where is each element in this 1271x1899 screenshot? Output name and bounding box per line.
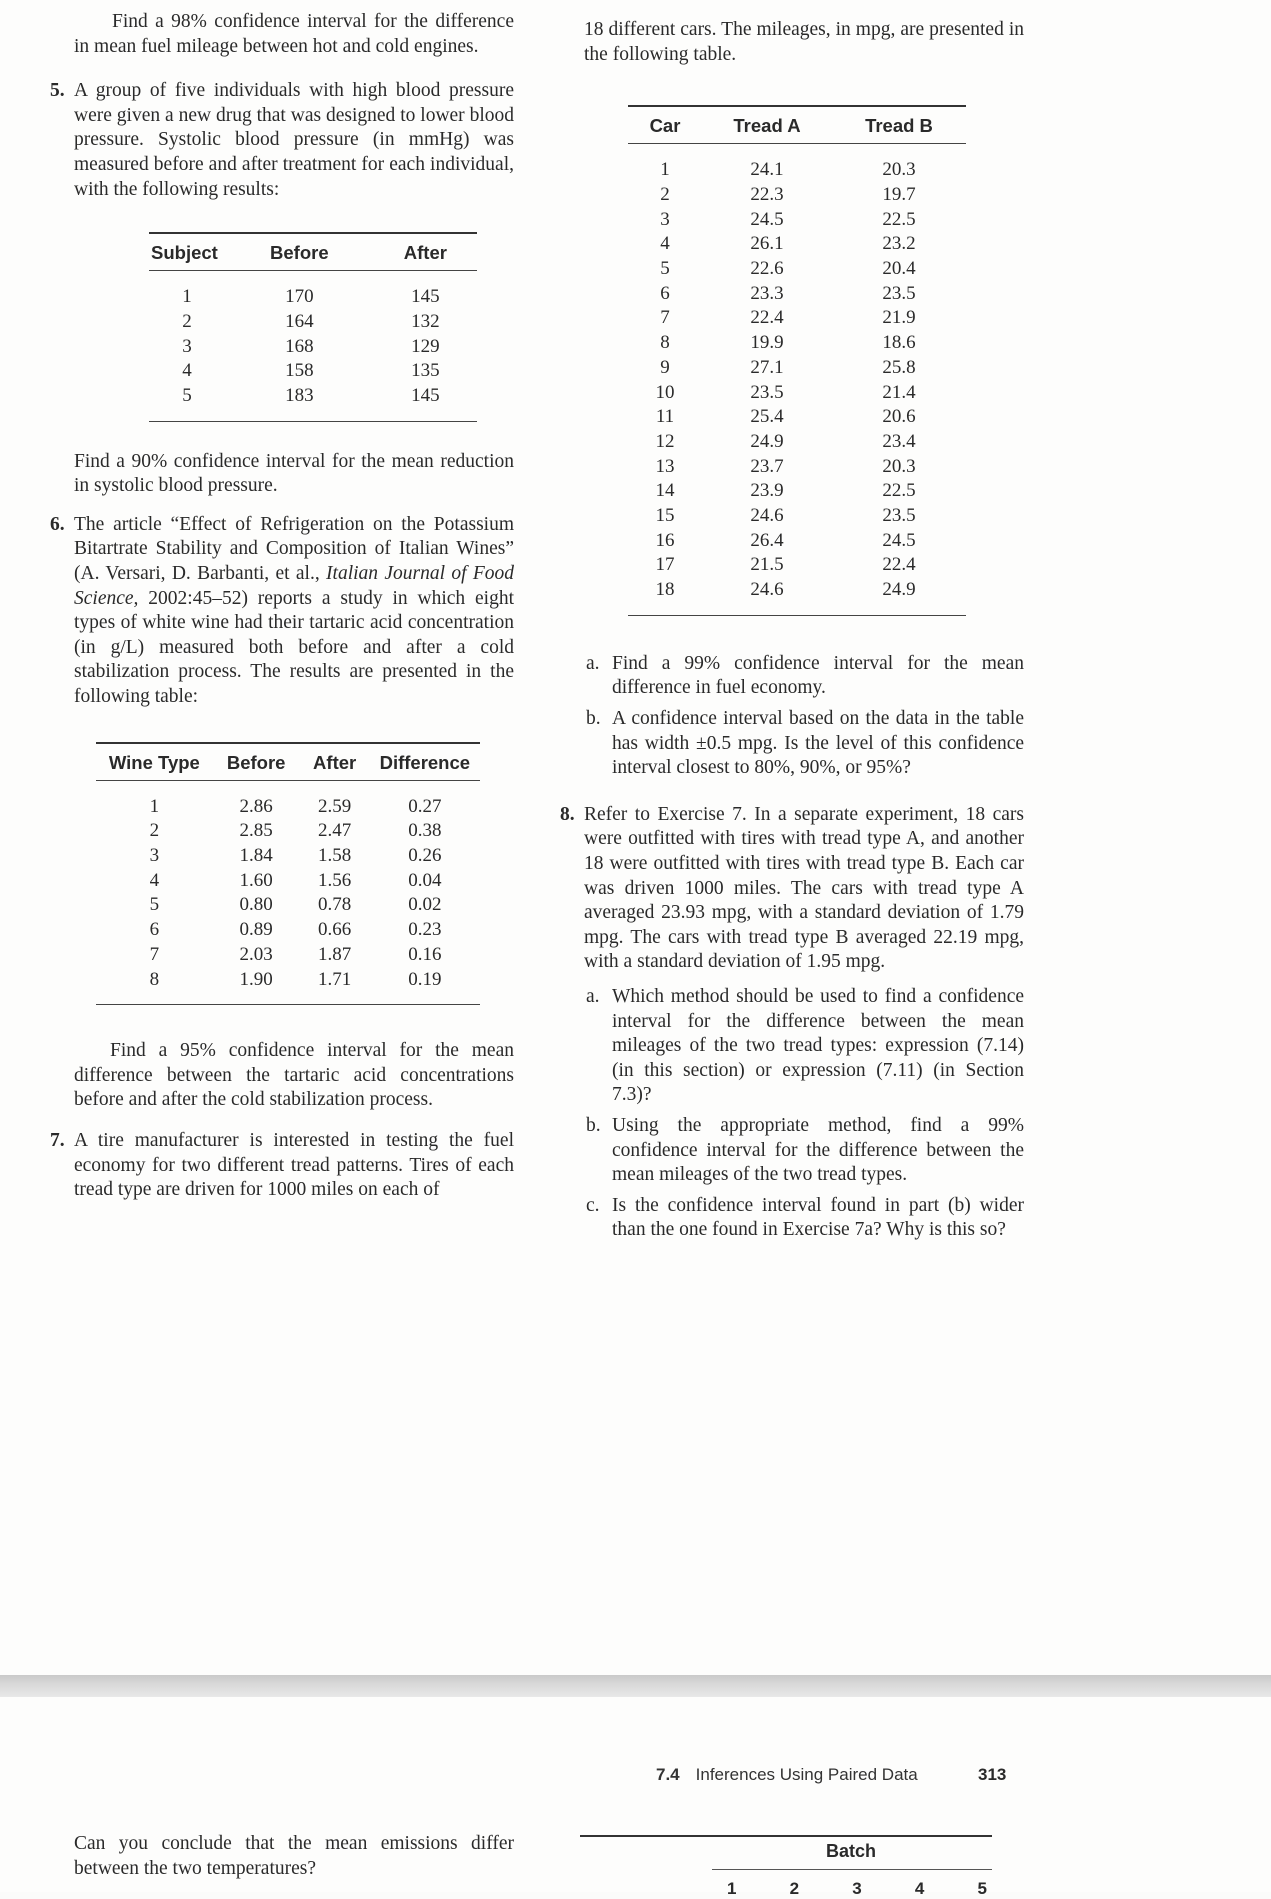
column-header: After	[374, 233, 477, 271]
table-cell: 1.60	[239, 869, 273, 891]
exercise-number: 8.	[560, 803, 575, 825]
table-row	[96, 844, 480, 869]
table-cell: 7	[149, 943, 160, 965]
table-cell: 183	[285, 384, 314, 406]
exercise-5	[44, 79, 514, 202]
exercise-5-question: Find a 90% confidence interval for the mean reduction in systolic blood pressure.	[74, 450, 514, 497]
table-cell: 170	[285, 286, 314, 308]
table-row	[628, 405, 966, 430]
column-header: Tread A	[702, 106, 832, 144]
batch-columns	[727, 1879, 987, 1899]
table-row	[96, 780, 480, 819]
exercise-8	[554, 803, 1024, 975]
table-cell: 1	[182, 286, 192, 308]
table-cell: 2.86	[239, 795, 273, 817]
table-cell: 16	[655, 529, 675, 551]
table-row	[628, 430, 966, 455]
batch-number: 3	[852, 1879, 862, 1898]
part-text: Is the confidence interval found in part (b) wider than the one found in Exercise 7a? Why is this so?	[612, 1194, 1024, 1241]
table-cell: 9	[660, 356, 670, 378]
table-cell: 22.4	[882, 554, 916, 576]
table-cell: 24.5	[750, 208, 784, 230]
table-cell: 2.47	[318, 820, 352, 842]
table-cell: 21.5	[750, 554, 784, 576]
batch-rule	[712, 1869, 992, 1870]
table-cell: 2	[660, 183, 670, 205]
table-cell: 3	[149, 845, 160, 867]
table-row	[628, 282, 966, 307]
table-cell: 23.5	[750, 381, 784, 403]
exercise-7-continued: 18 different cars. The mileages, in mpg, are presented in the following table.	[584, 19, 1024, 65]
table-cell: 1.71	[318, 968, 352, 990]
table-cell: 20.4	[882, 258, 916, 279]
page-separator	[0, 1675, 1271, 1697]
exercise-7	[44, 1129, 514, 1203]
exercise-number: 6.	[50, 513, 65, 535]
table-cell: 1	[149, 795, 160, 817]
exercise-part	[584, 1114, 1024, 1188]
table-cell: 19.7	[882, 183, 916, 205]
table-cell: 18	[655, 579, 675, 601]
table-cell: 23.3	[750, 282, 784, 304]
table-cell: 24.1	[750, 159, 784, 181]
table-cell: 14	[655, 480, 675, 502]
table-row	[628, 504, 966, 529]
right-column	[554, 18, 1024, 1249]
exercise-6-question: Find a 95% confidence interval for the mean difference between the tartaric acid concentrations before and after the cold stabilization process.	[74, 1040, 514, 1111]
table-cell: 0.16	[408, 943, 442, 965]
exercise-number: 5.	[50, 80, 65, 102]
table-cell: 19.9	[750, 332, 784, 354]
table-cell: 1.90	[239, 968, 273, 990]
table-cell: 1	[660, 159, 670, 181]
table-cell: 24.6	[750, 505, 784, 527]
table-cell: 0.04	[408, 869, 442, 891]
table-cell: 23.9	[750, 480, 784, 502]
table-row	[149, 335, 477, 360]
table-cell: 20.3	[882, 455, 916, 477]
table-cell: 20.3	[882, 159, 916, 181]
table-cell: 26.4	[750, 529, 784, 551]
table-cell: 0.89	[239, 919, 273, 941]
table-cell: 145	[411, 384, 440, 406]
table-cell: 6	[660, 282, 670, 304]
table-cell: 8	[660, 332, 670, 354]
table-row	[96, 869, 480, 894]
table-cell: 3	[660, 208, 670, 230]
batch-number: 5	[977, 1879, 987, 1898]
exercise-8-parts	[554, 985, 1024, 1243]
part-label: a.	[586, 985, 600, 1007]
table-cell: 6	[149, 919, 160, 941]
column-header: After	[300, 743, 370, 781]
table-cell: 2.85	[239, 820, 273, 842]
table-cell: 0.27	[408, 795, 442, 817]
part-label: b.	[586, 708, 601, 730]
column-header: Car	[628, 106, 702, 144]
batch-number: 4	[914, 1879, 925, 1898]
column-header: Subject	[149, 233, 225, 271]
table-row	[628, 208, 966, 233]
part-text: A confidence interval based on the data in the table has width ±0.5 mpg. Is the level of this confidence interval closest to 80%, 90%, or 95%?	[612, 708, 1024, 779]
table-cell: 2.59	[318, 795, 352, 817]
table-row	[96, 968, 480, 1005]
table-row	[96, 893, 480, 918]
tread-mileage-table	[628, 105, 966, 616]
table-row	[628, 306, 966, 331]
table-row	[628, 257, 966, 282]
table-cell: 0.38	[408, 820, 442, 842]
table-row	[628, 578, 966, 615]
part-text: Find a 99% confidence interval for the mean difference in fuel economy.	[612, 652, 1024, 699]
table-cell: 5	[149, 894, 160, 916]
blood-pressure-table	[149, 232, 477, 422]
section-title: Inferences Using Paired Data	[695, 1765, 918, 1784]
table-cell: 129	[411, 335, 440, 357]
table-cell: 22.5	[882, 208, 916, 230]
part-text: Using the appropriate method, find a 99% confidence interval for the difference between the mean mileages of the two tread types.	[612, 1114, 1024, 1186]
table-cell: 168	[285, 335, 314, 357]
table-cell: 22.4	[750, 307, 784, 329]
table-cell: 23.5	[882, 505, 916, 527]
exercise-6-text-b: 2002:45–52) reports a study in which eight types of white wine had their tartaric acid concentration (in g/L) measured both before and after a cold stabilization process. The results are presented in the following table:	[74, 587, 514, 708]
table-cell: 21.9	[882, 307, 916, 329]
table-cell: 0.66	[318, 919, 352, 941]
table-row	[96, 943, 480, 968]
exercise-7-parts	[554, 652, 1024, 781]
table-cell: 0.02	[408, 894, 442, 916]
table-cell: 23.5	[882, 282, 916, 304]
exercise-4-question: Find a 98% confidence interval for the difference in mean fuel mileage between hot and cold engines.	[74, 11, 514, 57]
table-cell: 145	[411, 286, 440, 308]
table-cell: 1.58	[318, 845, 352, 867]
table-cell: 135	[411, 360, 440, 382]
table-row	[628, 553, 966, 578]
exercise-part	[584, 985, 1024, 1108]
table-cell: 132	[411, 310, 440, 332]
table-cell: 3	[182, 335, 192, 357]
exercise-part	[584, 707, 1024, 781]
table-cell: 0.26	[408, 845, 442, 867]
table-row	[149, 271, 477, 310]
table-cell: 20.6	[882, 406, 916, 428]
part-label: b.	[586, 1114, 601, 1136]
table-row	[628, 479, 966, 504]
table-cell: 23.2	[882, 233, 916, 255]
table-row	[628, 455, 966, 480]
table-cell: 27.1	[750, 356, 784, 378]
page-number: 313	[978, 1765, 1007, 1784]
table-row	[149, 359, 477, 384]
table-cell: 24.5	[882, 529, 916, 551]
table-cell: 0.78	[318, 894, 352, 916]
table-cell: 24.9	[882, 579, 916, 601]
table-cell: 0.19	[408, 968, 442, 990]
table-cell: 164	[285, 310, 314, 332]
table-cell: 17	[655, 554, 675, 576]
table-cell: 8	[149, 968, 160, 990]
table-cell: 4	[660, 233, 670, 255]
table-row	[96, 918, 480, 943]
column-header: Tread B	[832, 106, 966, 144]
table-row	[96, 819, 480, 844]
table-cell: 1.87	[318, 943, 352, 965]
table-cell: 7	[660, 307, 670, 329]
table-cell: 0.80	[239, 894, 273, 916]
table-cell: 10	[655, 381, 675, 403]
column-header: Difference	[370, 743, 480, 781]
table-top-rule	[580, 1835, 992, 1837]
table-cell: 15	[655, 505, 675, 527]
table-row	[628, 183, 966, 208]
table-cell: 22.6	[750, 258, 784, 279]
table-cell: 1.84	[239, 845, 273, 867]
table-cell: 5	[660, 258, 670, 279]
table-cell: 0.23	[408, 919, 442, 941]
table-cell: 158	[285, 360, 314, 382]
table-cell: 2	[182, 310, 192, 332]
table-row	[149, 384, 477, 421]
table-row	[628, 232, 966, 257]
table-cell: 4	[149, 869, 160, 891]
column-header: Before	[213, 743, 300, 781]
journal-title: Italian Journal of Food Science,	[74, 563, 514, 609]
exercise-part	[584, 652, 1024, 701]
exercise-number: 7.	[50, 1130, 65, 1152]
table-row	[628, 529, 966, 554]
table-cell: 1.56	[318, 869, 352, 891]
table-cell: 23.7	[750, 455, 784, 477]
next-page	[0, 1697, 1271, 1898]
table-row	[628, 381, 966, 406]
column-header: Before	[225, 233, 374, 271]
exercise-6-text-a: The article “Effect of Refrigeration on the Potassium Bitartrate Stability and Composition of Italian Wines” (A. Versari, D. Barbanti, et al.,	[74, 513, 514, 585]
table-row	[628, 144, 966, 183]
tartaric-acid-table	[96, 742, 480, 1006]
emissions-question: Can you conclude that the mean emissions differ between the two temperatures?	[74, 1833, 514, 1879]
table-cell: 11	[655, 406, 675, 428]
table-cell: 5	[182, 384, 192, 406]
table-cell: 13	[655, 455, 675, 477]
table-cell: 22.3	[750, 183, 784, 205]
exercise-5-text: A group of five individuals with high blood pressure were given a new drug that was designed to lower blood pressure. Systolic blood pressure (in mmHg) was measured before and after treatment for each individual, with the following results:	[74, 80, 514, 200]
table-cell: 25.8	[882, 356, 916, 378]
table-cell: 2.03	[239, 943, 273, 965]
table-cell: 24.9	[750, 430, 784, 452]
table-row	[628, 356, 966, 381]
table-cell: 18.6	[882, 332, 916, 354]
part-text: Which method should be used to find a confidence interval for the difference between the mean mileages of the two tread types: expression (7.14) (in this section) or expression (7.11) (in Section 7.3)?	[612, 985, 1024, 1106]
running-header	[656, 1765, 918, 1785]
table-cell: 25.4	[750, 406, 784, 428]
table-row	[149, 310, 477, 335]
table-cell: 26.1	[750, 233, 784, 255]
left-column	[44, 10, 514, 1203]
column-header: Wine Type	[96, 743, 213, 781]
table-cell: 12	[655, 430, 675, 452]
table-cell: 21.4	[882, 381, 916, 403]
table-cell: 4	[182, 360, 192, 382]
table-cell: 23.4	[882, 430, 916, 452]
section-number: 7.4	[656, 1765, 680, 1784]
batch-number: 2	[789, 1879, 800, 1898]
part-label: c.	[586, 1194, 600, 1216]
exercise-8-text: Refer to Exercise 7. In a separate experiment, 18 cars were outfitted with tires with tread type A, and another 18 were outfitted with tires with tread type B. Each car was driven 1000 miles. The cars with tread type A averaged 23.93 mpg, with a standard deviation of 1.79 mpg. The cars with tread type B averaged 22.19 mpg, with a standard deviation of 1.95 mpg.	[584, 803, 1024, 973]
part-label: a.	[586, 652, 600, 674]
batch-number: 1	[727, 1879, 737, 1898]
table-cell: 24.6	[750, 579, 784, 601]
exercise-7-text: A tire manufacturer is interested in testing the fuel economy for two different tread patterns. Tires of each tread type are driven for 1000 miles on each of	[74, 1130, 514, 1201]
exercise-6	[44, 513, 514, 710]
table-row	[628, 331, 966, 356]
exercise-part	[584, 1194, 1024, 1243]
batch-header: Batch	[826, 1841, 877, 1861]
table-cell: 22.5	[882, 480, 916, 502]
table-cell: 2	[149, 820, 160, 842]
